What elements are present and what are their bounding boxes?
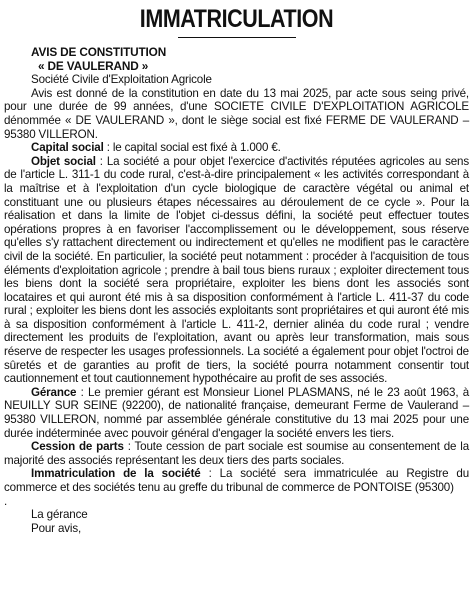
capital-text: : le capital social est fixé à 1.000 €.: [103, 141, 281, 155]
section-title: IMMATRICULATION: [139, 5, 334, 33]
cession-text: : Toute cession de part sociale est soumise au consentement de la majorité des associés représentant les deux tiers des parts sociales.: [4, 440, 469, 467]
capital-label: Capital social: [31, 141, 104, 155]
signoff-pour-avis: Pour avis,: [31, 521, 82, 535]
capital-paragraph: [4, 141, 469, 155]
signoff-gerance: La gérance: [31, 508, 88, 522]
title-divider: [178, 37, 296, 38]
gerance-label: Gérance: [31, 385, 77, 399]
notice-title: AVIS DE CONSTITUTION: [31, 45, 167, 59]
company-name: « DE VAULERAND »: [38, 58, 149, 73]
immatriculation-text: : La société sera immatriculée au Registre du commerce et des sociétés tenu au greffe du tribunal de commerce de PONTOISE (95300): [4, 467, 469, 494]
gerance-text: : Le premier gérant est Monsieur Lionel PLASMANS, né le 23 août 1963, à NEUILLY SUR SEINE (92200), de nationalité française, demeurant Ferme de Vaulerand – 95380 VILLERON, nommé par assemblée générale constitutive du 13 mai 2025 pour une durée indéterminée avec pouvoir général d'engager la société envers les tiers.: [4, 385, 469, 440]
trailing-period: .: [4, 494, 8, 508]
company-type: Société Civile d'Exploitation Agricole: [31, 73, 212, 87]
objet-label: Objet social: [31, 154, 96, 168]
immatriculation-label: Immatriculation de la société: [31, 467, 201, 481]
objet-text: : La société a pour objet l'exercice d'activités réputées agricoles au sens de l'article L. 311-1 du code rural, c'est-à-dire principalement « les activités correspondant à la maîtrise et à l'exploitation d'un cycle biologique de caractère végétal ou animal et constituant une ou plusieurs étapes nécessaires au déroulement de ce cycle ». Pour la réalisation et dans la limite de l'objet ci-dessus défini, la société peut effectuer toutes opérations propres à en favoriser l'accomplissement ou le développement, sous réserve qu'elles s'y rattachent directement ou indirectement et qu'elles ne modifient pas le caractère civil de la société. En particulier, la société peut notamment : procéder à l'acquisition de tous éléments d'exploitation agricole ; prendre à bail tous biens ruraux ; exploiter directement tous les biens dont la société sera propriétaire, exploiter les biens dont les associés sont locataires et qui auront été mis à sa disposition conformément à l'article L. 411-37 du code rural ; exploiter les biens dont les associés exploitants sont propriétaires et qui auront été mis à sa disposition conformément à l'article L. 411-2, dernier alinéa du code rural ; vendre directement les produits de l'exploitation, avant ou après leur transformation, mais sous réserve de respecter les usages professionnels. La société a également pour objet l'octroi de sûretés et de garanties au profit de tiers, la société pourra notamment consentir tout cautionnement et tout cautionnement hypothécaire au profit de ses associés.: [4, 154, 469, 386]
objet-paragraph: [4, 155, 469, 386]
cession-label: Cession de parts: [31, 440, 124, 454]
gerance-paragraph: [4, 386, 469, 440]
cession-paragraph: [4, 440, 469, 467]
immatriculation-paragraph: [4, 467, 469, 494]
notice-body: [4, 46, 469, 535]
intro-paragraph: Avis est donné de la constitution en date du 13 mai 2025, par acte sous seing privé, pour une durée de 99 années, d'une SOCIETE CIVILE D'EXPLOITATION AGRICOLE dénommée « DE VAULERAND », dont le siège social est fixé FERME DE VAULERAND – 95380 VILLERON.: [4, 86, 469, 141]
